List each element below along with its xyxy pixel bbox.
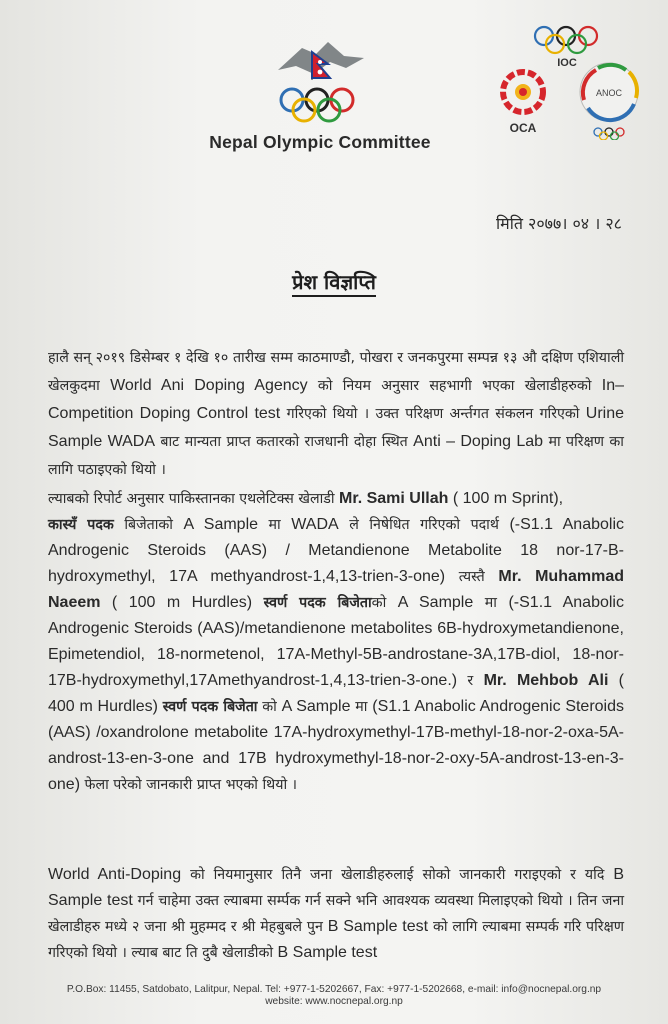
noc-logo <box>272 40 372 124</box>
substance-text: (-S1.1 Anabolic Androgenic Steroids (AAS) / Metandienone Metabolite 18 nor-17-B-hydroxymethyl, 17A methyandrost-1,4,13-trien-3-one) <box>48 516 624 585</box>
p3-text: को नियमानुसार तिनै जना खेलाडीहरुलाई सोको जानकारी गराइएको र यदि <box>181 867 614 883</box>
title-text: प्रेश विज्ञप्ति <box>292 270 376 297</box>
footer <box>0 984 668 1008</box>
medal-label: स्वर्ण पदक बिजेता <box>263 595 372 611</box>
p3-text: गर्न चाहेमा उक्त ल्याबमा सर्म्पक गर्न सक्ने भनि आवश्यक व्यवस्था मिलाइएको थियो । तिन जना खेलाडीहरु मध्ये २ जना श्री मुहम्मद र श्री मेहबुबले पुन <box>48 893 625 935</box>
date-line: मिति २०७७। ०४ । २८ <box>495 214 622 233</box>
p1-text: गरिएको थियो । उक्त परिक्षण अर्न्तगत संकलन गरिएको <box>280 406 586 422</box>
medal-label: कास्यँ पदक <box>48 517 114 533</box>
sample-label: A Sample <box>183 516 259 533</box>
p2-text: को <box>371 595 398 611</box>
athlete-name: Mr. Sami Ullah <box>339 490 449 507</box>
p2-text: ल्याबको रिपोर्ट अनुसार पाकिस्तानका एथलेटिक्स खेलाडी <box>48 491 340 507</box>
paragraph-2 <box>48 486 624 798</box>
paragraph-3 <box>48 862 624 966</box>
p2-text: बिजेताको <box>113 517 184 533</box>
p3-text: को लागि ल्याबमा सम्पर्क गरि परिक्षण गरिएको थियो । ल्याब बाट ति दुबै खेलाडीको <box>48 919 625 961</box>
p1-text: मा परिक्षण का लागि पठाइएको थियो । <box>48 434 624 478</box>
footer-website: website: www.nocnepal.org.np <box>265 996 403 1007</box>
p2-text: फेला परेको जानकारी प्राप्त भएको थियो । <box>80 777 298 793</box>
p3-wada-name: World Anti-Doping <box>48 866 182 883</box>
sample-label: A Sample <box>281 698 351 715</box>
p1-text: बाट मान्यता प्राप्त कतारको राजधानी दोहा स्थित <box>155 434 414 450</box>
event-name: ( 100 m Hurdles) <box>100 594 264 611</box>
org-name: Nepal Olympic Committee <box>209 132 431 152</box>
p2-text: र <box>457 673 484 689</box>
p1-lab-name: Anti – Doping Lab <box>413 433 544 450</box>
p2-text: को <box>257 699 282 715</box>
wada-label: WADA <box>291 516 339 533</box>
paragraph-1 <box>48 344 624 484</box>
ioc-label: IOC <box>557 57 577 69</box>
athlete-name: Mr. Mehbob Ali <box>483 672 609 689</box>
p1-text: को नियम अनुसार सहभागी भएका खेलाडीहरुको <box>307 378 602 394</box>
event-name: ( 400 m Hurdles) <box>48 672 624 715</box>
p1-test-name: In– Competition Doping Control test <box>48 377 624 422</box>
substance-text: (-S1.1 Anabolic Androgenic Steroids (AAS)/metandienone metabolites 6B-hydroxymetandienone, Epimetendiol, 18-normetenol, 17A-Methyl-5B-androstane-3A,17B-diol, 18-nor-17B-hydroxymethyl,17Amethyandrost-1,4,13-trien-3-one.) <box>48 594 624 689</box>
sample-label: B Sample test <box>327 918 429 935</box>
p2-text: मा <box>258 517 292 533</box>
event-name: ( 100 m Sprint), <box>448 490 564 507</box>
press-release-title <box>0 268 668 295</box>
sample-label: A Sample <box>397 594 474 611</box>
p2-text: त्यस्तै <box>445 569 499 585</box>
letterhead <box>0 0 668 170</box>
oca-label: OCA <box>509 121 537 135</box>
p1-wada-name: World Ani Doping Agency <box>110 377 308 394</box>
oca-logo <box>494 66 552 138</box>
athlete-name: Mr. Muhammad Naeem <box>48 568 624 611</box>
anoc-label: ANOC <box>595 88 623 98</box>
medal-label: स्वर्ण पदक बिजेता <box>162 699 258 715</box>
p2-text: मा <box>350 699 373 715</box>
p1-text: हालै सन् २०१९ डिसेम्बर १ देखि १० तारीख सम्म काठमाण्डौ, पोखरा र जनकपुरमा सम्पन्न १३ औ दक्षिण एशियाली खेलकुदमा <box>48 350 624 394</box>
sample-label: B Sample test <box>277 944 378 961</box>
footer-contact: P.O.Box: 11455, Satdobato, Lalitpur, Nepal. Tel: +977-1-5202667, Fax: +977-1-5202668, e-mail: info@nocnepal.org.np <box>66 984 602 995</box>
substance-text: (S1.1 Anabolic Androgenic Steroids (AAS) /oxandrolone metabolite 17A-hydroxymethyl-17B-methyl-18-nor-2-oxa-5A-androst-13-en-3-one and 17B hydroxymethyl-18-nor-2-oxy-5A-androst-13-en-3-one) <box>48 698 625 793</box>
p2-text: ले निषेधित गरिएको पदार्थ <box>338 517 510 533</box>
p2-text: मा <box>473 595 509 611</box>
anoc-logo <box>574 60 644 140</box>
sample-label: B Sample test <box>48 866 624 909</box>
p1-sample-name: Urine Sample WADA <box>48 405 625 450</box>
